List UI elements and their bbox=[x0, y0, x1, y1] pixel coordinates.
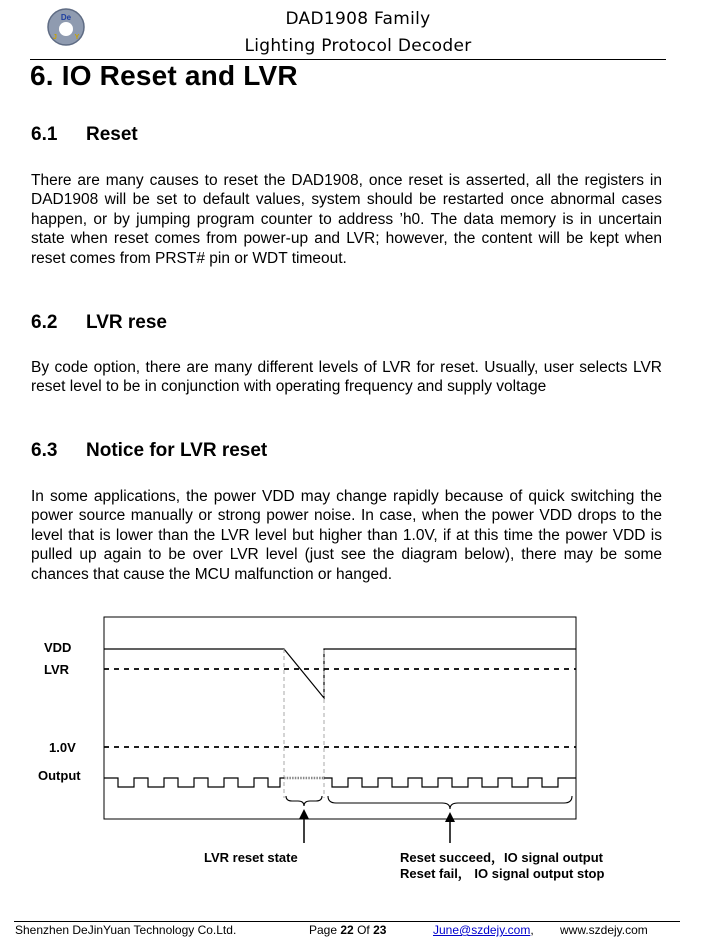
caption-reset-succeed: Reset succeed，IO signal output bbox=[400, 850, 603, 865]
lvr-state-brace bbox=[286, 796, 322, 806]
footer-email-link[interactable]: June@szdejy.com bbox=[433, 923, 531, 937]
logo-letter-j: J bbox=[53, 34, 57, 41]
section-heading-reset bbox=[31, 124, 138, 146]
lvr-state-arrowhead bbox=[299, 809, 309, 819]
footer-of-word: Of bbox=[357, 923, 370, 937]
logo-letter-de: De bbox=[60, 13, 72, 22]
label-output: Output bbox=[38, 768, 81, 783]
caption-lvr-reset-state: LVR reset state bbox=[204, 850, 298, 865]
footer-page-word: Page bbox=[309, 923, 338, 937]
section-heading-lvr bbox=[31, 312, 167, 334]
lvr-timing-diagram bbox=[30, 610, 670, 890]
header-title: DAD1908 Family bbox=[285, 9, 431, 29]
vdd-waveform bbox=[104, 649, 576, 698]
logo-letter-y: Y bbox=[74, 34, 80, 41]
footer-page-total: 23 bbox=[373, 923, 387, 937]
section-body-reset: There are many causes to reset the DAD1908, once reset is asserted, all the registers in DAD1908 will be set to default values, system should be restarted once abnormal cases happen, or by jumping program counter to address ’h0. The data memory is in uncertain state when reset comes from power-up and LVR; however, the content will be kept when reset comes from PRST# pin or WDT timeout. bbox=[31, 172, 662, 267]
label-1v0: 1.0V bbox=[49, 740, 76, 755]
footer-company: Shenzhen DeJinYuan Technology Co.Ltd. bbox=[15, 923, 237, 937]
footer-page-indicator bbox=[309, 923, 386, 937]
section-body-notice: In some applications, the power VDD may change rapidly because of quick switching the power source manually or strong power noise. In case, when the power VDD drops to the level that is lower than the LVR level but higher than 1.0V, if at this time the power VDD is pulled up again to be over LVR level (just see the diagram below), there may be some chances that cause the MCU malfunction or hanged. bbox=[31, 488, 662, 583]
footer-contact bbox=[433, 923, 534, 937]
diagram-frame bbox=[104, 617, 576, 819]
label-lvr: LVR bbox=[44, 662, 70, 677]
header-subtitle: Lighting Protocol Decoder bbox=[244, 36, 472, 56]
section-title: Reset bbox=[86, 124, 138, 145]
section-number: 6.3 bbox=[31, 440, 58, 461]
chapter-title: 6. IO Reset and LVR bbox=[30, 60, 298, 91]
section-title: Notice for LVR reset bbox=[86, 440, 268, 461]
section-title: LVR rese bbox=[86, 312, 167, 333]
footer-divider bbox=[14, 921, 680, 922]
caption-reset-fail: Reset fail， IO signal output stop bbox=[400, 866, 605, 881]
output-arrowhead bbox=[445, 812, 455, 822]
footer-website: www.szdejy.com bbox=[560, 923, 648, 937]
section-body-lvr: By code option, there are many different levels of LVR for reset. Usually, user selects LVR reset level to be in conjunction with operating frequency and supply voltage bbox=[31, 359, 662, 396]
section-number: 6.1 bbox=[31, 124, 58, 145]
label-vdd: VDD bbox=[44, 640, 72, 655]
footer-separator: , bbox=[530, 923, 534, 937]
output-waveform-before bbox=[104, 778, 284, 787]
section-heading-notice bbox=[31, 440, 267, 462]
footer-page-number: 22 bbox=[340, 923, 354, 937]
output-waveform-after bbox=[324, 778, 576, 787]
output-brace bbox=[328, 796, 572, 809]
section-number: 6.2 bbox=[31, 312, 58, 333]
